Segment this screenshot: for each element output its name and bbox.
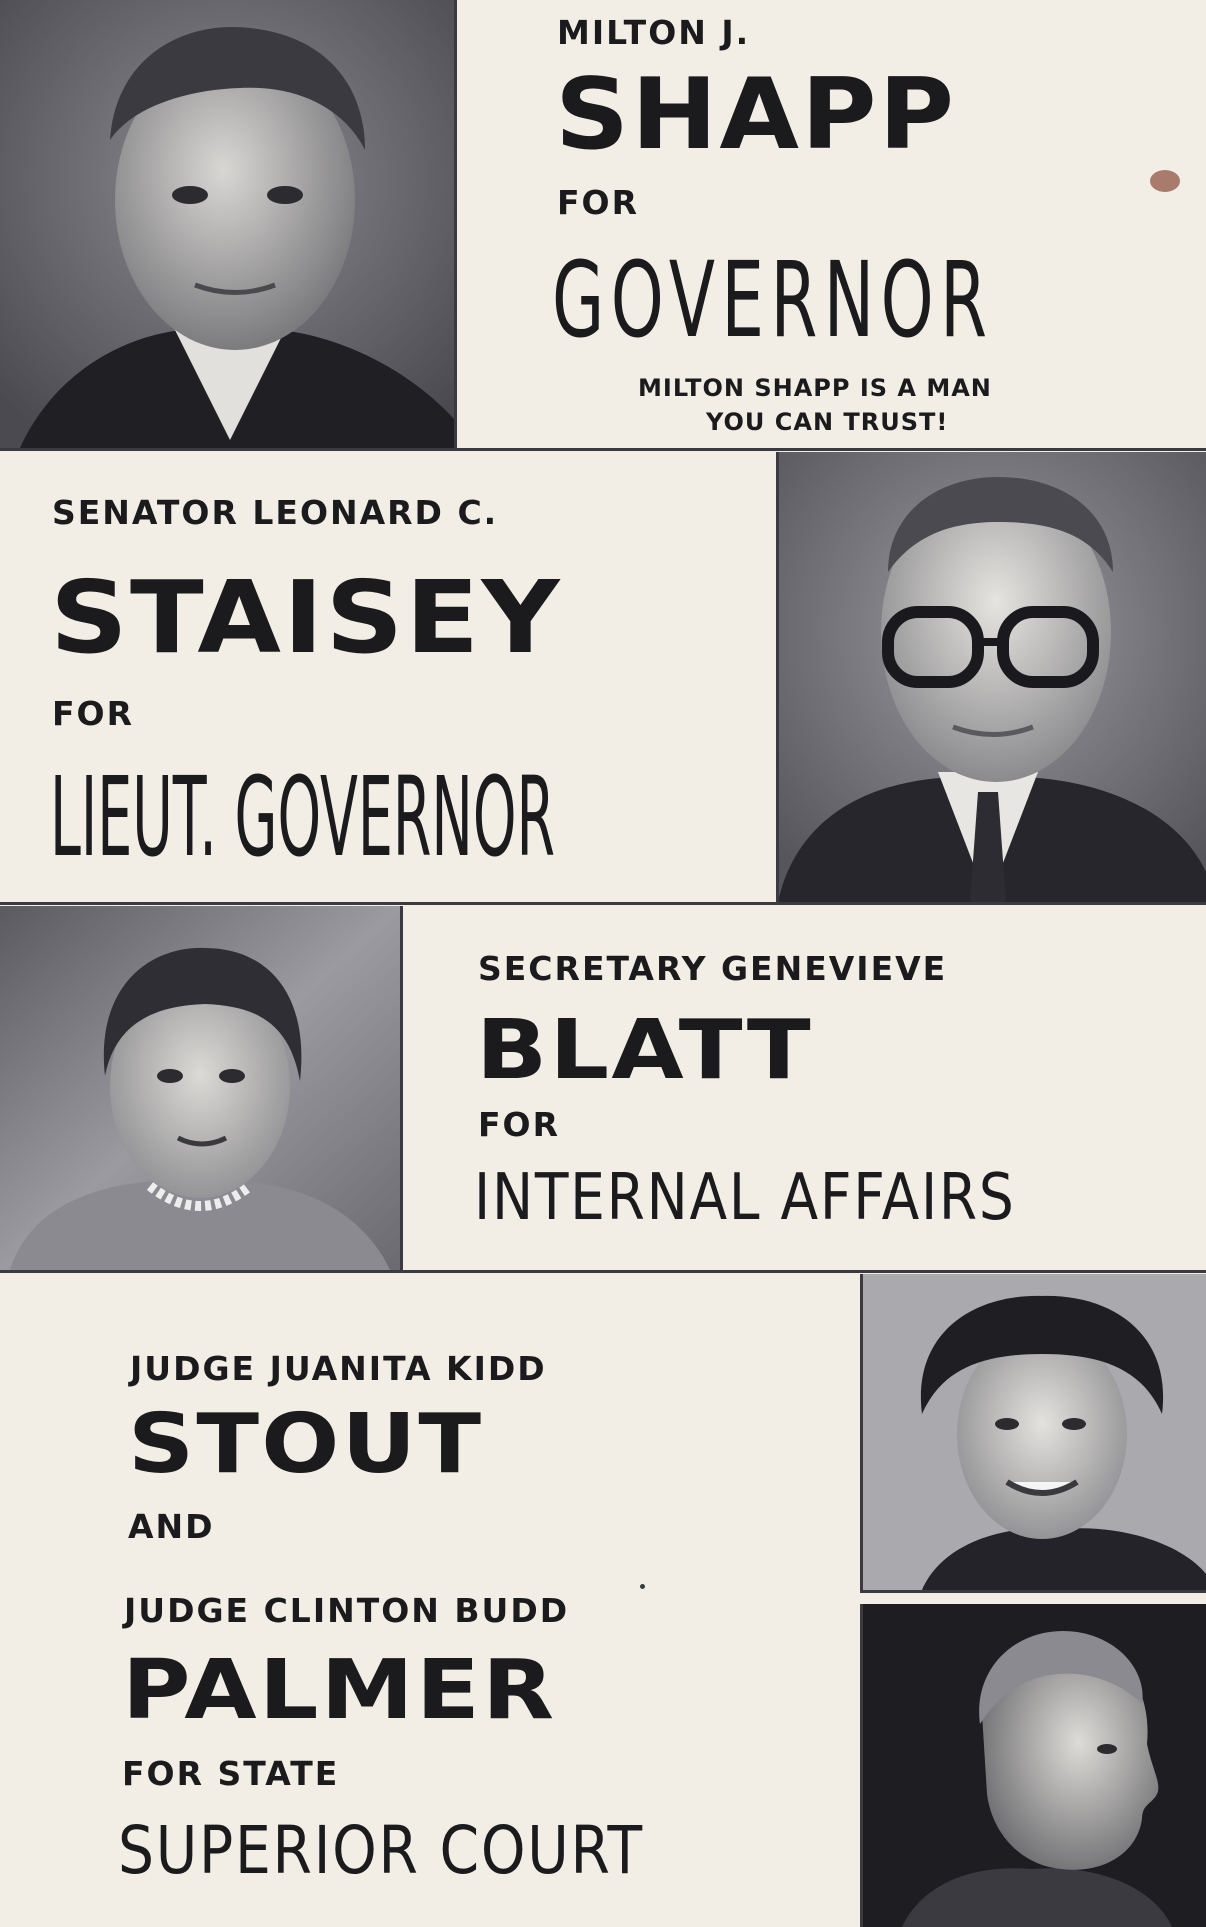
ink-dot	[640, 1584, 645, 1589]
blatt-surname: BLATT	[476, 1003, 813, 1098]
woman-portrait-icon	[862, 1274, 1206, 1590]
blatt-for-line: FOR	[478, 1105, 561, 1144]
blatt-photo	[0, 906, 400, 1270]
stout-photo	[862, 1274, 1206, 1590]
shapp-slogan-line1: MILTON SHAPP IS A MAN	[638, 374, 992, 402]
shapp-photo	[0, 0, 455, 448]
paper-stain	[1150, 170, 1180, 192]
man-with-glasses-portrait-icon	[778, 452, 1206, 902]
palmer-title-line: JUDGE CLINTON BUDD	[124, 1591, 570, 1630]
court-for-line: FOR STATE	[122, 1754, 340, 1793]
shapp-for-line: FOR	[557, 183, 640, 222]
shapp-slogan-line2: YOU CAN TRUST!	[706, 408, 949, 436]
shapp-surname: SHAPP	[555, 58, 957, 172]
shapp-title-line: MILTON J.	[557, 13, 751, 52]
staisey-office: LIEUT. GOVERNOR	[50, 753, 555, 881]
staisey-title-line: SENATOR LEONARD C.	[52, 493, 499, 532]
stout-surname: STOUT	[128, 1397, 484, 1492]
blatt-office: INTERNAL AFFAIRS	[474, 1161, 1016, 1235]
staisey-photo	[778, 452, 1206, 902]
woman-portrait-icon	[0, 906, 400, 1270]
staisey-surname: STAISEY	[50, 559, 562, 676]
man-portrait-icon	[0, 0, 455, 448]
court-office: SUPERIOR COURT	[118, 1812, 644, 1889]
blatt-title-line: SECRETARY GENEVIEVE	[478, 949, 948, 988]
stout-title-line: JUDGE JUANITA KIDD	[130, 1349, 547, 1388]
man-profile-portrait-icon	[862, 1604, 1206, 1927]
shapp-office: GOVERNOR	[552, 239, 994, 361]
palmer-photo	[862, 1604, 1206, 1927]
court-and-line: AND	[128, 1507, 215, 1546]
palmer-surname: PALMER	[122, 1643, 557, 1738]
staisey-for-line: FOR	[52, 694, 135, 733]
